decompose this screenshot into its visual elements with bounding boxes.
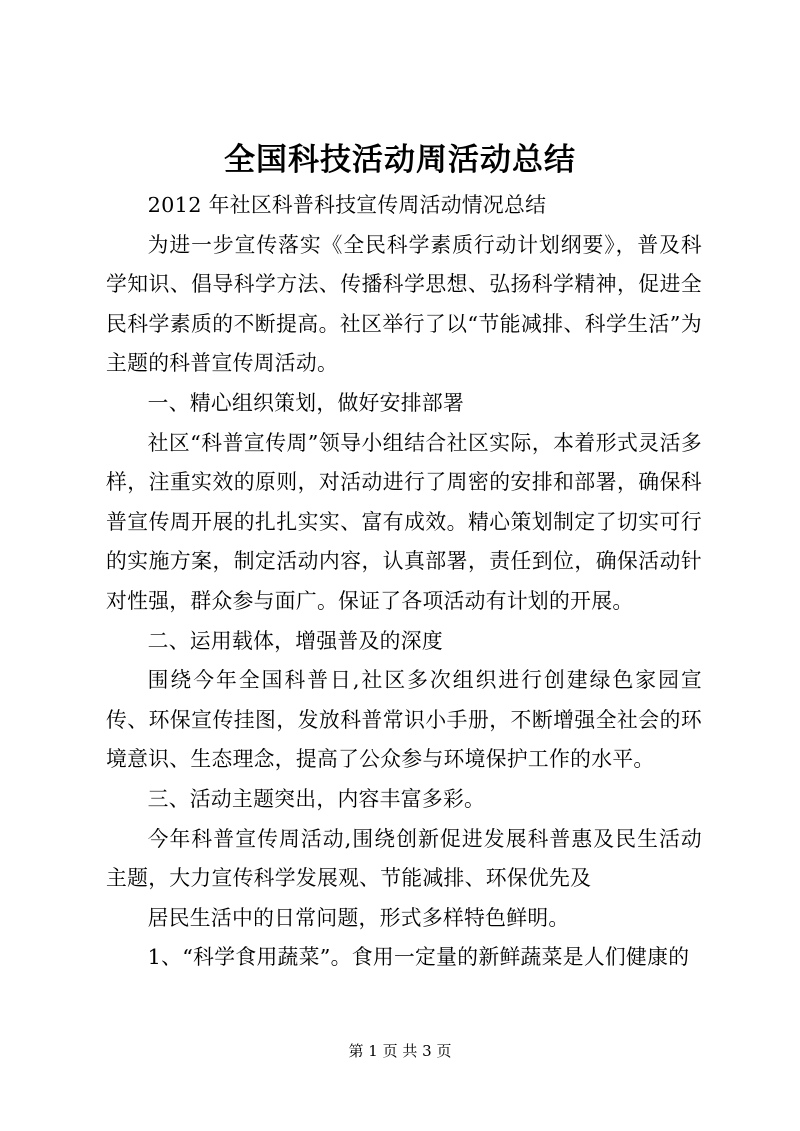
paragraph-subtitle: 2012 年社区科普科技宣传周活动情况总结	[147, 193, 547, 217]
paragraph-item-1: 1、“科学食用蔬菜”。食用一定量的新鲜蔬菜是人们健康的	[147, 945, 690, 970]
section-heading-2: 二、运用载体，增强普及的深度	[147, 628, 443, 653]
document-title: 全国科技活动周活动总结	[224, 142, 576, 178]
paragraph-section-3: 今年科普宣传周活动,围绕创新促进发展科普惠及民生活动主题，大力宣传科学发展观、节能减排、环保优先及	[106, 826, 702, 891]
paragraph-section-3-cont: 居民生活中的日常问题，形式多样特色鲜明。	[147, 905, 570, 930]
document-body	[106, 186, 702, 978]
paragraph-section-1: 社区“科普宣传周”领导小组结合社区实际，本着形式灵活多样，注重实效的原则，对活动进行了周密的安排和部署，确保科普宣传周开展的扎扎实实、富有成效。精心策划制定了切实可行的实施方案，制定活动内容，认真部署，责任到位，确保活动针对性强，群众参与面广。保证了各项活动有计划的开展。	[106, 430, 702, 613]
page-number: 第 1 页 共 3 页	[348, 1042, 452, 1060]
paragraph-section-2: 围绕今年全国科普日,社区多次组织进行创建绿色家园宣传、环保宣传挂图，发放科普常识小手册，不断增强全社会的环境意识、生态理念，提高了公众参与环境保护工作的水平。	[106, 668, 702, 772]
paragraph-intro: 为进一步宣传落实《全民科学素质行动计划纲要》，普及科学知识、倡导科学方法、传播科学思想、弘扬科学精神，促进全民科学素质的不断提高。社区举行了以“节能减排、科学生活”为主题的科普宣传周活动。	[106, 232, 702, 376]
section-heading-1: 一、精心组织策划，做好安排部署	[147, 390, 465, 415]
section-heading-3: 三、活动主题突出，内容丰富多彩。	[147, 786, 486, 811]
